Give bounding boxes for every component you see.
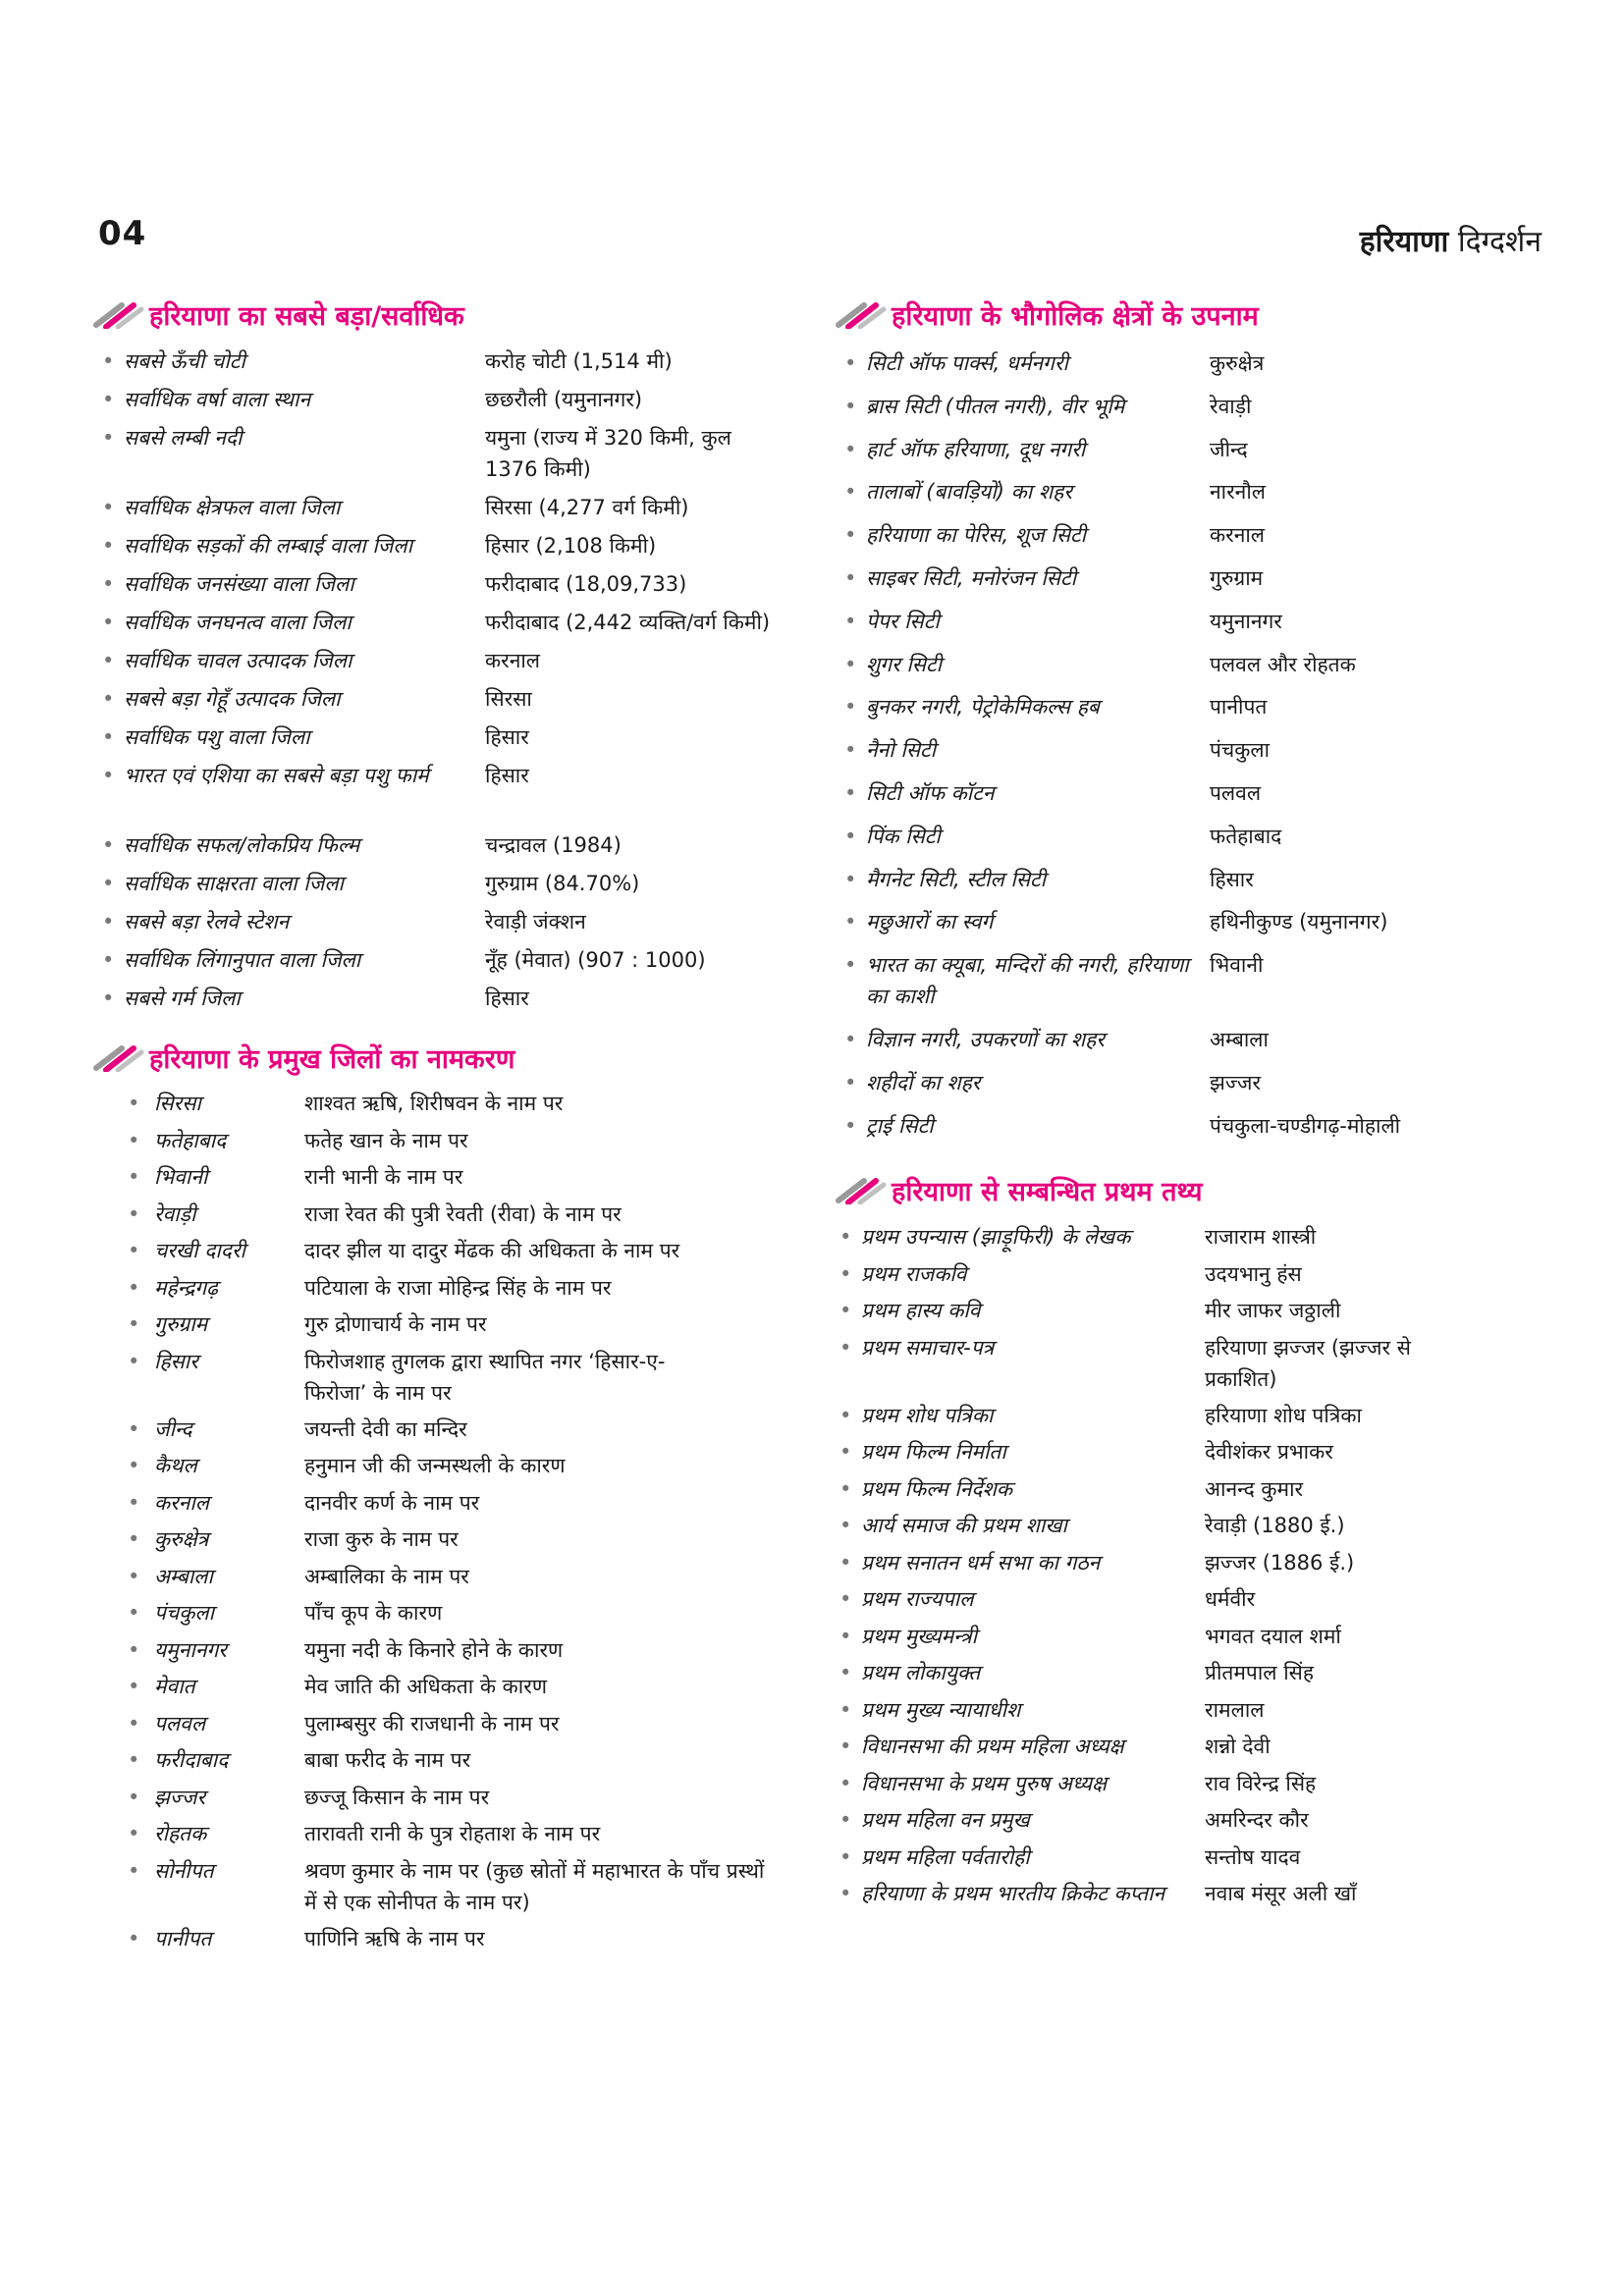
item-value: पलवल और रोहतक bbox=[1210, 652, 1356, 676]
list-item: • चरखी दादरी दादर झील या दादुर मेंढक की अधिकता के नाम पर bbox=[128, 1235, 795, 1272]
item-value: हिसार bbox=[485, 764, 529, 787]
item-label: प्रथम महिला पर्वतारोही bbox=[861, 1844, 1030, 1869]
list-item: • मेवात मेव जाति की अधिकता के कारण bbox=[128, 1671, 795, 1708]
list-item: • प्रथम सनातन धर्म सभा का गठन झज्जर (1886 ई.) bbox=[839, 1547, 1527, 1584]
list-item: • ब्रास सिटी (पीतल नगरी), वीर भूमि रेवाड़ी bbox=[844, 391, 1532, 434]
list-item: • रोहतक तारावती रानी के पुत्र रोहताश के नाम पर bbox=[128, 1818, 795, 1855]
list-item: • नैनो सिटी पंचकुला bbox=[844, 734, 1532, 777]
list-item: • सोनीपत श्रवण कुमार के नाम पर (कुछ स्रोतों में महाभारत के पाँच प्रस्थों में से एक सोनीपत के नाम पर) bbox=[128, 1855, 795, 1923]
list-item: • सिटी ऑफ कॉटन पलवल bbox=[844, 777, 1532, 821]
item-label: भिवानी bbox=[154, 1165, 208, 1189]
item-value: हिसार bbox=[485, 987, 529, 1010]
list-item: • बुनकर नगरी, पेट्रोकेमिकल्स हब पानीपत bbox=[844, 691, 1532, 734]
item-label: प्रथम समाचार-पत्र bbox=[861, 1335, 995, 1360]
pencil-strokes-icon bbox=[835, 1175, 888, 1204]
item-label: बुनकर नगरी, पेट्रोकेमिकल्स हब bbox=[866, 695, 1100, 720]
item-label: फतेहाबाद bbox=[154, 1128, 227, 1152]
item-label: विधानसभा की प्रथम महिला अध्यक्ष bbox=[861, 1735, 1124, 1758]
item-label: भारत का क्यूबा, मन्दिरों की नगरी, हरियाणा का काशी bbox=[866, 953, 1189, 1009]
item-label: करनाल bbox=[154, 1490, 210, 1515]
item-label: सिटी ऑफ पार्क्स, धर्मनगरी bbox=[866, 351, 1068, 375]
item-label: विज्ञान नगरी, उपकरणों का शहर bbox=[866, 1028, 1105, 1052]
item-value: गुरुग्राम bbox=[1210, 565, 1264, 590]
item-label: पलवल bbox=[154, 1711, 206, 1735]
section-title-text: हरियाणा का सबसे बड़ा/सर्वाधिक bbox=[149, 300, 464, 332]
item-label: चरखी दादरी bbox=[154, 1239, 245, 1262]
list-item: • फतेहाबाद फतेह खान के नाम पर bbox=[128, 1125, 795, 1162]
list-item: • हिसार फिरोजशाह तुगलक द्वारा स्थापित नगर ‘हिसार-ए-फिरोजा’ के नाम पर bbox=[128, 1346, 795, 1414]
list-item: • सर्वाधिक सड़कों की लम्बाई वाला जिला हिसार (2,108 किमी) bbox=[102, 530, 789, 568]
item-label: गुरुग्राम bbox=[154, 1312, 208, 1336]
item-label: प्रथम लोकायुक्त bbox=[861, 1661, 981, 1684]
list-item: • साइबर सिटी, मनोरंजन सिटी गुरुग्राम bbox=[844, 562, 1532, 606]
list-item: • सबसे बड़ा गेहूँ उत्पादक जिला सिरसा bbox=[102, 683, 789, 721]
item-label: रेवाड़ी bbox=[154, 1201, 196, 1226]
item-label: हरियाणा के प्रथम भारतीय क्रिकेट कप्तान bbox=[861, 1882, 1165, 1905]
item-label: सर्वाधिक चावल उत्पादक जिला bbox=[124, 649, 352, 672]
running-head bbox=[1360, 220, 1542, 260]
list-item: • सबसे ऊँची चोटी करोह चोटी (1,514 मी) bbox=[102, 346, 789, 384]
list-item: • गुरुग्राम गुरु द्रोणाचार्य के नाम पर bbox=[128, 1308, 795, 1346]
item-value: बाबा फरीद के नाम पर bbox=[304, 1748, 471, 1772]
item-value: करोह चोटी (1,514 मी) bbox=[485, 349, 673, 373]
item-label: मछुआरों का स्वर्ग bbox=[866, 910, 994, 934]
item-value: हरियाणा शोध पत्रिका bbox=[1205, 1403, 1362, 1427]
item-value: आनन्द कुमार bbox=[1205, 1476, 1304, 1501]
item-value: देवीशंकर प्रभाकर bbox=[1205, 1440, 1333, 1464]
list-item: • तालाबों (बावड़ियों) का शहर नारनौल bbox=[844, 476, 1532, 519]
list-item: • प्रथम मुख्यमन्त्री भगवत दयाल शर्मा bbox=[839, 1621, 1527, 1658]
list-item: • प्रथम महिला पर्वतारोही सन्तोष यादव bbox=[839, 1842, 1527, 1879]
section-title-text: हरियाणा के भौगोलिक क्षेत्रों के उपनाम bbox=[892, 300, 1259, 332]
list-item: • सबसे लम्बी नदी यमुना (राज्य में 320 किमी, कुल 1376 किमी) bbox=[102, 422, 789, 492]
item-label: सर्वाधिक लिंगानुपात वाला जिला bbox=[124, 948, 361, 972]
item-label: पानीपत bbox=[154, 1926, 212, 1950]
item-value: रानी भानी के नाम पर bbox=[304, 1165, 463, 1189]
item-label: जीन्द bbox=[154, 1416, 192, 1441]
item-label: सर्वाधिक जनसंख्या वाला जिला bbox=[124, 572, 354, 596]
list-item: • शहीदों का शहर झज्जर bbox=[844, 1067, 1532, 1110]
item-label: सबसे लम्बी नदी bbox=[124, 426, 243, 450]
list-item: • पिंक सिटी फतेहाबाद bbox=[844, 821, 1532, 864]
item-value: पुलाम्बसुर की राजधानी के नाम पर bbox=[304, 1711, 560, 1735]
list-item: • प्रथम फिल्म निर्देशक आनन्द कुमार bbox=[839, 1473, 1527, 1511]
list-item: • शुगर सिटी पलवल और रोहतक bbox=[844, 649, 1532, 692]
item-value: पंचकुला bbox=[1210, 738, 1271, 763]
item-label: रोहतक bbox=[154, 1822, 207, 1845]
item-value: छछरौली (यमुनानगर) bbox=[485, 388, 643, 411]
pencil-strokes-icon bbox=[92, 1042, 145, 1072]
item-value: यमुना नदी के किनारे होने के कारण bbox=[304, 1637, 564, 1662]
item-label: सर्वाधिक सफल/लोकप्रिय फिल्म bbox=[124, 833, 360, 857]
item-value: दानवीर कर्ण के नाम पर bbox=[304, 1490, 480, 1515]
list-item: • प्रथम महिला वन प्रमुख अमरिन्दर कौर bbox=[839, 1804, 1527, 1842]
list-item: • अम्बाला अम्बालिका के नाम पर bbox=[128, 1561, 795, 1598]
section-title-text: हरियाणा के प्रमुख जिलों का नामकरण bbox=[149, 1043, 515, 1075]
item-value: पलवल bbox=[1210, 780, 1262, 805]
item-value: फिरोजशाह तुगलक द्वारा स्थापित नगर ‘हिसार-ए-फिरोजा’ के नाम पर bbox=[304, 1349, 666, 1405]
item-label: हरियाणा का पेरिस, शूज सिटी bbox=[866, 523, 1087, 548]
list-item: • सिरसा शाश्वत ऋषि, शिरीषवन के नाम पर bbox=[128, 1088, 795, 1125]
list-item: • हरियाणा का पेरिस, शूज सिटी करनाल bbox=[844, 519, 1532, 562]
item-value: हिसार bbox=[1210, 867, 1254, 891]
item-label: सर्वाधिक जनघनत्व वाला जिला bbox=[124, 611, 352, 634]
list-item: • प्रथम लोकायुक्त प्रीतमपाल सिंह bbox=[839, 1657, 1527, 1694]
list-item: • महेन्द्रगढ़ पटियाला के राजा मोहिन्द्र सिंह के नाम पर bbox=[128, 1272, 795, 1309]
item-value: मेव जाति की अधिकता के कारण bbox=[304, 1675, 548, 1698]
section-title-text: हरियाणा से सम्बन्धित प्रथम तथ्य bbox=[892, 1176, 1203, 1207]
item-label: यमुनानगर bbox=[154, 1637, 227, 1662]
running-head-rest: दिग्दर्शन bbox=[1457, 225, 1542, 259]
item-value: अम्बालिका के नाम पर bbox=[304, 1564, 469, 1588]
item-label: प्रथम सनातन धर्म सभा का गठन bbox=[861, 1550, 1101, 1575]
list-item: • सर्वाधिक जनसंख्या वाला जिला फरीदाबाद (18,09,733) bbox=[102, 568, 789, 607]
list-item: • भिवानी रानी भानी के नाम पर bbox=[128, 1161, 795, 1199]
item-label: प्रथम महिला वन प्रमुख bbox=[861, 1808, 1030, 1832]
item-label: पिंक सिटी bbox=[866, 824, 941, 848]
list-item: • सर्वाधिक सफल/लोकप्रिय फिल्म चन्द्रावल (1984) bbox=[102, 829, 789, 868]
list-item: • कुरुक्षेत्र राजा कुरु के नाम पर bbox=[128, 1523, 795, 1561]
item-value: शन्नो देवी bbox=[1205, 1735, 1271, 1758]
section-title-first-facts bbox=[835, 1166, 1203, 1213]
item-value: उदयभानु हंस bbox=[1205, 1261, 1302, 1286]
item-value: जीन्द bbox=[1210, 437, 1248, 461]
item-label: आर्य समाज की प्रथम शाखा bbox=[861, 1514, 1067, 1537]
item-label: शुगर सिटी bbox=[866, 652, 943, 676]
list-item: • भारत एवं एशिया का सबसे बड़ा पशु फार्म हिसार bbox=[102, 760, 789, 829]
list-item: • सर्वाधिक पशु वाला जिला हिसार bbox=[102, 721, 789, 760]
list-item: • सर्वाधिक लिंगानुपात वाला जिला नूँह (मेवात) (907 : 1000) bbox=[102, 944, 789, 983]
item-label: फरीदाबाद bbox=[154, 1748, 229, 1772]
item-value: राव विरेन्द्र सिंह bbox=[1205, 1771, 1317, 1795]
item-label: हिसार bbox=[154, 1349, 198, 1373]
item-label: तालाबों (बावड़ियों) का शहर bbox=[866, 480, 1072, 505]
item-label: प्रथम फिल्म निर्देशक bbox=[861, 1476, 1012, 1501]
item-label: सर्वाधिक पशु वाला जिला bbox=[124, 725, 310, 749]
item-value: हथिनीकुण्ड (यमुनानगर) bbox=[1210, 910, 1388, 934]
item-value: भगवत दयाल शर्मा bbox=[1205, 1624, 1341, 1648]
list-item: • पानीपत पाणिनि ऋषि के नाम पर bbox=[128, 1923, 795, 1960]
item-label: पंचकुला bbox=[154, 1601, 215, 1625]
item-value: फरीदाबाद (18,09,733) bbox=[485, 572, 687, 596]
item-value: रेवाड़ी (1880 ई.) bbox=[1205, 1514, 1345, 1537]
item-value: सन्तोष यादव bbox=[1205, 1844, 1301, 1869]
item-value: रामलाल bbox=[1205, 1697, 1265, 1722]
item-label: सबसे गर्म जिला bbox=[124, 987, 241, 1010]
list-item: • सर्वाधिक क्षेत्रफल वाला जिला सिरसा (4,277 वर्ग किमी) bbox=[102, 492, 789, 530]
item-value: धर्मवीर bbox=[1205, 1587, 1256, 1611]
item-label: प्रथम हास्य कवि bbox=[861, 1299, 981, 1322]
item-value: नूँह (मेवात) (907 : 1000) bbox=[485, 948, 706, 972]
item-label: साइबर सिटी, मनोरंजन सिटी bbox=[866, 565, 1077, 590]
list-item: • आर्य समाज की प्रथम शाखा रेवाड़ी (1880 ई.) bbox=[839, 1510, 1527, 1547]
item-value: छज्जू किसान के नाम पर bbox=[304, 1785, 490, 1809]
item-value: कुरुक्षेत्र bbox=[1210, 351, 1265, 375]
item-value: तारावती रानी के पुत्र रोहताश के नाम पर bbox=[304, 1822, 601, 1845]
item-value: पाणिनि ऋषि के नाम पर bbox=[304, 1926, 485, 1950]
list-item: • सर्वाधिक साक्षरता वाला जिला गुरुग्राम (84.70%) bbox=[102, 868, 789, 906]
district-naming-list bbox=[128, 1088, 795, 1959]
item-label: सिटी ऑफ कॉटन bbox=[866, 780, 995, 805]
item-label: भारत एवं एशिया का सबसे बड़ा पशु फार्म bbox=[124, 764, 429, 787]
section-title-district-naming bbox=[92, 1034, 514, 1081]
pencil-strokes-icon bbox=[92, 299, 145, 329]
list-item: • प्रथम मुख्य न्यायाधीश रामलाल bbox=[839, 1694, 1527, 1732]
first-facts-list bbox=[839, 1221, 1527, 1946]
list-item: • सर्वाधिक वर्षा वाला स्थान छछरौली (यमुनानगर) bbox=[102, 384, 789, 422]
list-item: • ट्राई सिटी पंचकुला-चण्डीगढ़-मोहाली bbox=[844, 1110, 1532, 1153]
item-value: गुरु द्रोणाचार्य के नाम पर bbox=[304, 1312, 487, 1336]
item-label: मैगनेट सिटी, स्टील सिटी bbox=[866, 867, 1047, 891]
list-item: • हरियाणा के प्रथम भारतीय क्रिकेट कप्तान नवाब मंसूर अली खाँ bbox=[839, 1878, 1527, 1946]
item-label: अम्बाला bbox=[154, 1564, 213, 1588]
item-value: अमरिन्दर कौर bbox=[1205, 1808, 1309, 1832]
item-value: यमुना (राज्य में 320 किमी, कुल 1376 किमी) bbox=[485, 426, 731, 481]
item-label: सिरसा bbox=[154, 1092, 201, 1115]
item-value: फतेहाबाद bbox=[1210, 824, 1282, 848]
item-label: प्रथम राजकवि bbox=[861, 1261, 967, 1286]
item-value: झज्जर (1886 ई.) bbox=[1205, 1550, 1355, 1575]
list-item: • सर्वाधिक चावल उत्पादक जिला करनाल bbox=[102, 645, 789, 683]
item-value: दादर झील या दादुर मेंढक की अधिकता के नाम पर bbox=[304, 1239, 680, 1262]
item-label: ट्राई सिटी bbox=[866, 1113, 934, 1138]
item-label: शहीदों का शहर bbox=[866, 1070, 981, 1095]
item-label: कैथल bbox=[154, 1454, 197, 1477]
item-value: राजा रेवत की पुत्री रेवती (रीवा) के नाम पर bbox=[304, 1201, 622, 1226]
list-item: • पलवल पुलाम्बसुर की राजधानी के नाम पर bbox=[128, 1708, 795, 1745]
item-value: प्रीतमपाल सिंह bbox=[1205, 1661, 1314, 1684]
list-item: • सर्वाधिक जनघनत्व वाला जिला फरीदाबाद (2,442 व्यक्ति/वर्ग किमी) bbox=[102, 607, 789, 645]
list-item: • कैथल हनुमान जी की जन्मस्थली के कारण bbox=[128, 1450, 795, 1487]
item-label: हार्ट ऑफ हरियाणा, दूध नगरी bbox=[866, 437, 1086, 461]
item-value: फतेह खान के नाम पर bbox=[304, 1128, 468, 1152]
item-label: महेन्द्रगढ़ bbox=[154, 1275, 218, 1300]
section-title-largest bbox=[92, 291, 464, 338]
item-value: सिरसा (4,277 वर्ग किमी) bbox=[485, 496, 689, 519]
item-value: हरियाणा झज्जर (झज्जर से प्रकाशित) bbox=[1205, 1335, 1411, 1391]
item-label: प्रथम उपन्यास (झाड़ूफिरी) के लेखक bbox=[861, 1225, 1131, 1249]
item-value: जयन्ती देवी का मन्दिर bbox=[304, 1416, 467, 1441]
item-label: मेवात bbox=[154, 1675, 195, 1698]
item-value: रेवाड़ी जंक्शन bbox=[485, 910, 586, 934]
item-value: नारनौल bbox=[1210, 480, 1267, 505]
item-label: प्रथम मुख्य न्यायाधीश bbox=[861, 1697, 1021, 1722]
item-value: शाश्वत ऋषि, शिरीषवन के नाम पर bbox=[304, 1092, 564, 1115]
running-head-bold: हरियाणा bbox=[1359, 225, 1449, 259]
list-item: • फरीदाबाद बाबा फरीद के नाम पर bbox=[128, 1744, 795, 1782]
list-item: • जीन्द जयन्ती देवी का मन्दिर bbox=[128, 1414, 795, 1451]
item-value: भिवानी bbox=[1210, 953, 1264, 978]
section-title-nicknames bbox=[835, 291, 1259, 338]
item-label: कुरुक्षेत्र bbox=[154, 1527, 209, 1551]
item-label: सर्वाधिक साक्षरता वाला जिला bbox=[124, 872, 344, 895]
item-value: श्रवण कुमार के नाम पर (कुछ स्रोतों में महाभारत के पाँच प्रस्थों में से एक सोनीपत के नाम पर) bbox=[304, 1858, 765, 1914]
item-value: हिसार (2,108 किमी) bbox=[485, 534, 657, 558]
list-item: • हार्ट ऑफ हरियाणा, दूध नगरी जीन्द bbox=[844, 434, 1532, 477]
list-item: • मैगनेट सिटी, स्टील सिटी हिसार bbox=[844, 864, 1532, 907]
list-item: • रेवाड़ी राजा रेवत की पुत्री रेवती (रीवा) के नाम पर bbox=[128, 1199, 795, 1236]
item-value: पंचकुला-चण्डीगढ़-मोहाली bbox=[1210, 1113, 1401, 1138]
list-item: • प्रथम उपन्यास (झाड़ूफिरी) के लेखक राजाराम शास्त्री bbox=[839, 1221, 1527, 1258]
item-label: सबसे बड़ा गेहूँ उत्पादक जिला bbox=[124, 687, 341, 711]
item-value: करनाल bbox=[1210, 523, 1266, 548]
item-label: प्रथम मुख्यमन्त्री bbox=[861, 1624, 978, 1648]
item-value: सिरसा bbox=[485, 687, 532, 711]
list-item: • सबसे गर्म जिला हिसार bbox=[102, 983, 789, 1021]
item-value: झज्जर bbox=[1210, 1070, 1262, 1095]
item-value: फरीदाबाद (2,442 व्यक्ति/वर्ग किमी) bbox=[485, 611, 771, 634]
list-item: • प्रथम हास्य कवि मीर जाफर जठ्ठाली bbox=[839, 1295, 1527, 1332]
item-label: विधानसभा के प्रथम पुरुष अध्यक्ष bbox=[861, 1771, 1108, 1795]
list-item: • प्रथम समाचार-पत्र हरियाणा झज्जर (झज्जर से प्रकाशित) bbox=[839, 1332, 1527, 1400]
list-item: • पंचकुला पाँच कूप के कारण bbox=[128, 1597, 795, 1634]
list-item: • प्रथम फिल्म निर्माता देवीशंकर प्रभाकर bbox=[839, 1436, 1527, 1473]
item-value: पाँच कूप के कारण bbox=[304, 1601, 443, 1625]
list-item: • प्रथम राज्यपाल धर्मवीर bbox=[839, 1583, 1527, 1621]
item-value: यमुनानगर bbox=[1210, 609, 1282, 633]
item-value: राजा कुरु के नाम पर bbox=[304, 1527, 459, 1551]
item-label: सर्वाधिक सड़कों की लम्बाई वाला जिला bbox=[124, 534, 413, 558]
item-label: सबसे बड़ा रेलवे स्टेशन bbox=[124, 910, 290, 934]
item-label: सर्वाधिक वर्षा वाला स्थान bbox=[124, 388, 311, 411]
item-label: झज्जर bbox=[154, 1785, 206, 1809]
list-item: • विधानसभा के प्रथम पुरुष अध्यक्ष राव विरेन्द्र सिंह bbox=[839, 1768, 1527, 1805]
item-label: सबसे ऊँची चोटी bbox=[124, 349, 245, 373]
item-label: प्रथम फिल्म निर्माता bbox=[861, 1440, 1006, 1464]
list-item: • यमुनानगर यमुना नदी के किनारे होने के कारण bbox=[128, 1634, 795, 1672]
item-label: प्रथम राज्यपाल bbox=[861, 1587, 974, 1611]
list-item: • विज्ञान नगरी, उपकरणों का शहर अम्बाला bbox=[844, 1024, 1532, 1067]
item-label: पेपर सिटी bbox=[866, 609, 940, 633]
largest-facts-list bbox=[102, 346, 789, 1021]
list-item: • सिटी ऑफ पार्क्स, धर्मनगरी कुरुक्षेत्र bbox=[844, 347, 1532, 391]
item-label: प्रथम शोध पत्रिका bbox=[861, 1403, 994, 1427]
item-label: सोनीपत bbox=[154, 1858, 214, 1883]
list-item: • झज्जर छज्जू किसान के नाम पर bbox=[128, 1782, 795, 1819]
item-value: हनुमान जी की जन्मस्थली के कारण bbox=[304, 1454, 566, 1477]
list-item: • प्रथम राजकवि उदयभानु हंस bbox=[839, 1258, 1527, 1296]
list-item: • प्रथम शोध पत्रिका हरियाणा शोध पत्रिका bbox=[839, 1400, 1527, 1437]
item-value: अम्बाला bbox=[1210, 1028, 1269, 1052]
item-value: पटियाला के राजा मोहिन्द्र सिंह के नाम पर bbox=[304, 1275, 612, 1300]
item-value: रेवाड़ी bbox=[1210, 394, 1252, 418]
pencil-strokes-icon bbox=[835, 299, 888, 329]
item-value: मीर जाफर जठ्ठाली bbox=[1205, 1299, 1341, 1322]
item-label: ब्रास सिटी (पीतल नगरी), वीर भूमि bbox=[866, 394, 1125, 418]
item-value: नवाब मंसूर अली खाँ bbox=[1205, 1882, 1357, 1905]
page-number: 04 bbox=[98, 214, 147, 253]
list-item: • सबसे बड़ा रेलवे स्टेशन रेवाड़ी जंक्शन bbox=[102, 906, 789, 944]
item-value: पानीपत bbox=[1210, 695, 1268, 720]
list-item: • करनाल दानवीर कर्ण के नाम पर bbox=[128, 1487, 795, 1524]
list-item: • पेपर सिटी यमुनानगर bbox=[844, 606, 1532, 649]
item-label: नैनो सिटी bbox=[866, 738, 937, 763]
item-value: गुरुग्राम (84.70%) bbox=[485, 872, 640, 895]
item-value: चन्द्रावल (1984) bbox=[485, 833, 622, 857]
nicknames-list bbox=[844, 347, 1532, 1153]
list-item: • मछुआरों का स्वर्ग हथिनीकुण्ड (यमुनानगर) bbox=[844, 906, 1532, 949]
list-item: • विधानसभा की प्रथम महिला अध्यक्ष शन्नो देवी bbox=[839, 1731, 1527, 1768]
item-value: राजाराम शास्त्री bbox=[1205, 1225, 1317, 1249]
item-value: हिसार bbox=[485, 725, 529, 749]
list-item: • भारत का क्यूबा, मन्दिरों की नगरी, हरियाणा का काशी भिवानी bbox=[844, 949, 1532, 1024]
item-value: करनाल bbox=[485, 649, 541, 672]
item-label: सर्वाधिक क्षेत्रफल वाला जिला bbox=[124, 496, 341, 519]
